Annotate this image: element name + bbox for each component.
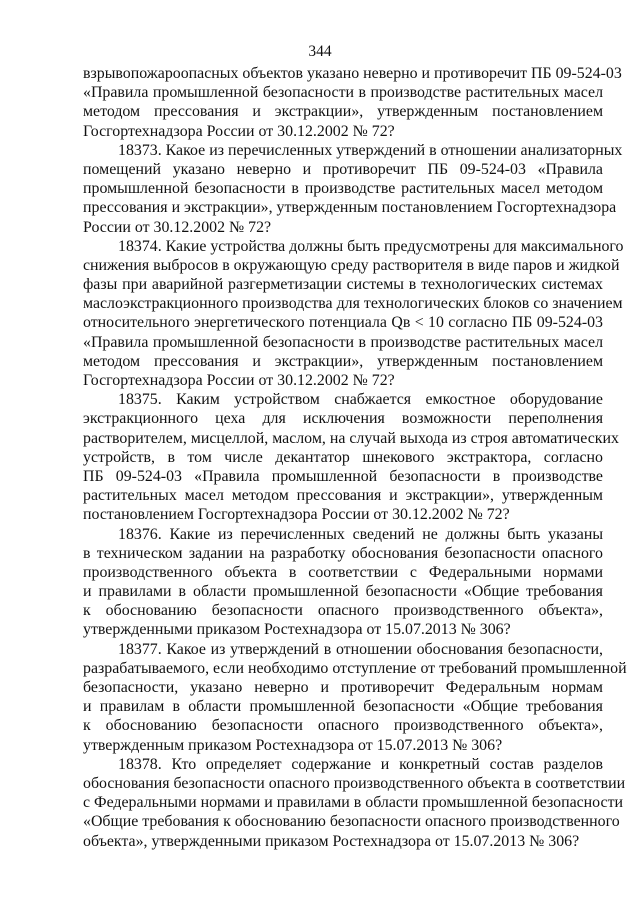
text-line: 18375. Каким устройством снабжается емкостное оборудование bbox=[118, 391, 603, 409]
page-number: 344 bbox=[308, 43, 332, 60]
text-line: безопасности, указано неверно и противоречит Федеральным нормам bbox=[83, 679, 603, 696]
text-line: устройств, в том числе декантатор шнекового экстрактора, согласно bbox=[83, 448, 603, 466]
text-line: Госгортехнадзора России от 30.12.2002 № 72? bbox=[83, 122, 395, 140]
text-line: разрабатываемого, если необходимо отступление от требований промышленной bbox=[83, 659, 627, 677]
text-line: к обоснованию безопасности опасного производственного объекта», bbox=[83, 717, 603, 735]
text-line: 18373. Какое из перечисленных утверждений в отношении анализаторных bbox=[118, 141, 623, 159]
text-line: постановлением Госгортехнадзора России от 30.12.2002 № 72? bbox=[83, 506, 510, 524]
paragraph-q18377 bbox=[83, 640, 627, 755]
text-line: России от 30.12.2002 № 72? bbox=[83, 218, 272, 236]
text-line: Госгортехнадзора России от 30.12.2002 № 72? bbox=[83, 372, 395, 389]
paragraph-q18376 bbox=[83, 525, 603, 640]
text-line: 18377. Какое из утверждений в отношении обоснования безопасности, bbox=[118, 640, 603, 658]
paragraph-q18378 bbox=[83, 755, 626, 851]
text-line: растительных масел методом прессования и экстракции», утвержденным bbox=[83, 487, 603, 505]
text-line: и правилами в области промышленной безопасности «Общие требования bbox=[83, 583, 603, 601]
text-line: утвержденным приказом Ростехнадзора от 15.07.2013 № 306? bbox=[83, 736, 503, 754]
text-line: помещений указано неверно и противоречит ПБ 09-524-03 «Правила bbox=[83, 160, 603, 178]
text-line: к обоснованию безопасности опасного производственного объекта», bbox=[83, 602, 603, 620]
text-line: прессования и экстракции», утвержденным постановлением Госгортехнадзора bbox=[83, 199, 617, 217]
text-line: обоснования безопасности опасного производственного объекта в соответствии bbox=[83, 774, 626, 792]
text-line: производственного объекта в соответствии с Федеральными нормами bbox=[83, 563, 603, 581]
text-line: снижения выбросов в окружающую среду растворителя в виде паров и жидкой bbox=[83, 256, 620, 274]
text-line: 18376. Какие из перечисленных сведений не должны быть указаны bbox=[118, 525, 603, 543]
text-line: «Правила промышленной безопасности в производстве растительных масел bbox=[83, 333, 603, 351]
text-line: ПБ 09-524-03 «Правила промышленной безопасности в производстве bbox=[83, 467, 603, 485]
text-line: объекта», утвержденными приказом Ростехнадзора от 15.07.2013 № 306? bbox=[83, 832, 580, 850]
paragraph-q18373 bbox=[83, 141, 623, 237]
text-line: относительного энергетического потенциала Qв < 10 согласно ПБ 09-524-03 bbox=[83, 314, 603, 332]
paragraph-continuation bbox=[83, 64, 622, 141]
text-line: промышленной безопасности в производстве растительных масел методом bbox=[83, 180, 603, 198]
text-line: «Правила промышленной безопасности в производстве растительных масел bbox=[83, 84, 603, 102]
text-line: методом прессования и экстракции», утвержденным постановлением bbox=[83, 103, 603, 121]
text-line: и правилам в области промышленной безопасности «Общие требования bbox=[83, 698, 603, 716]
text-line: растворителем, мисцеллой, маслом, на случай выхода из строя автоматических bbox=[83, 429, 619, 447]
document-body bbox=[83, 64, 627, 851]
text-line: методом прессования и экстракции», утвержденным постановлением bbox=[83, 352, 603, 370]
text-line: 18378. Кто определяет содержание и конкретный состав разделов bbox=[118, 755, 603, 773]
text-line: в техническом задании на разработку обоснования безопасности опасного bbox=[83, 544, 603, 562]
paragraph-q18375 bbox=[83, 390, 619, 524]
text-line: «Общие требования к обоснованию безопасности опасного производственного bbox=[83, 813, 620, 831]
paragraph-q18374 bbox=[83, 237, 624, 391]
text-line: с Федеральными нормами и правилами в области промышленной безопасности bbox=[83, 794, 624, 812]
text-line: маслоэкстракционного производства для технологических блоков со значением bbox=[83, 295, 623, 313]
text-line: фазы при аварийной разгерметизации системы в технологических системах bbox=[83, 276, 603, 294]
text-line: 18374. Какие устройства должны быть предусмотрены для максимального bbox=[118, 237, 624, 255]
text-line: взрывопожароопасных объектов указано неверно и противоречит ПБ 09-524-03 bbox=[83, 65, 622, 82]
text-line: экстракционного цеха для исключения возможности переполнения bbox=[83, 410, 603, 428]
text-line: утвержденными приказом Ростехнадзора от 15.07.2013 № 306? bbox=[83, 621, 511, 639]
